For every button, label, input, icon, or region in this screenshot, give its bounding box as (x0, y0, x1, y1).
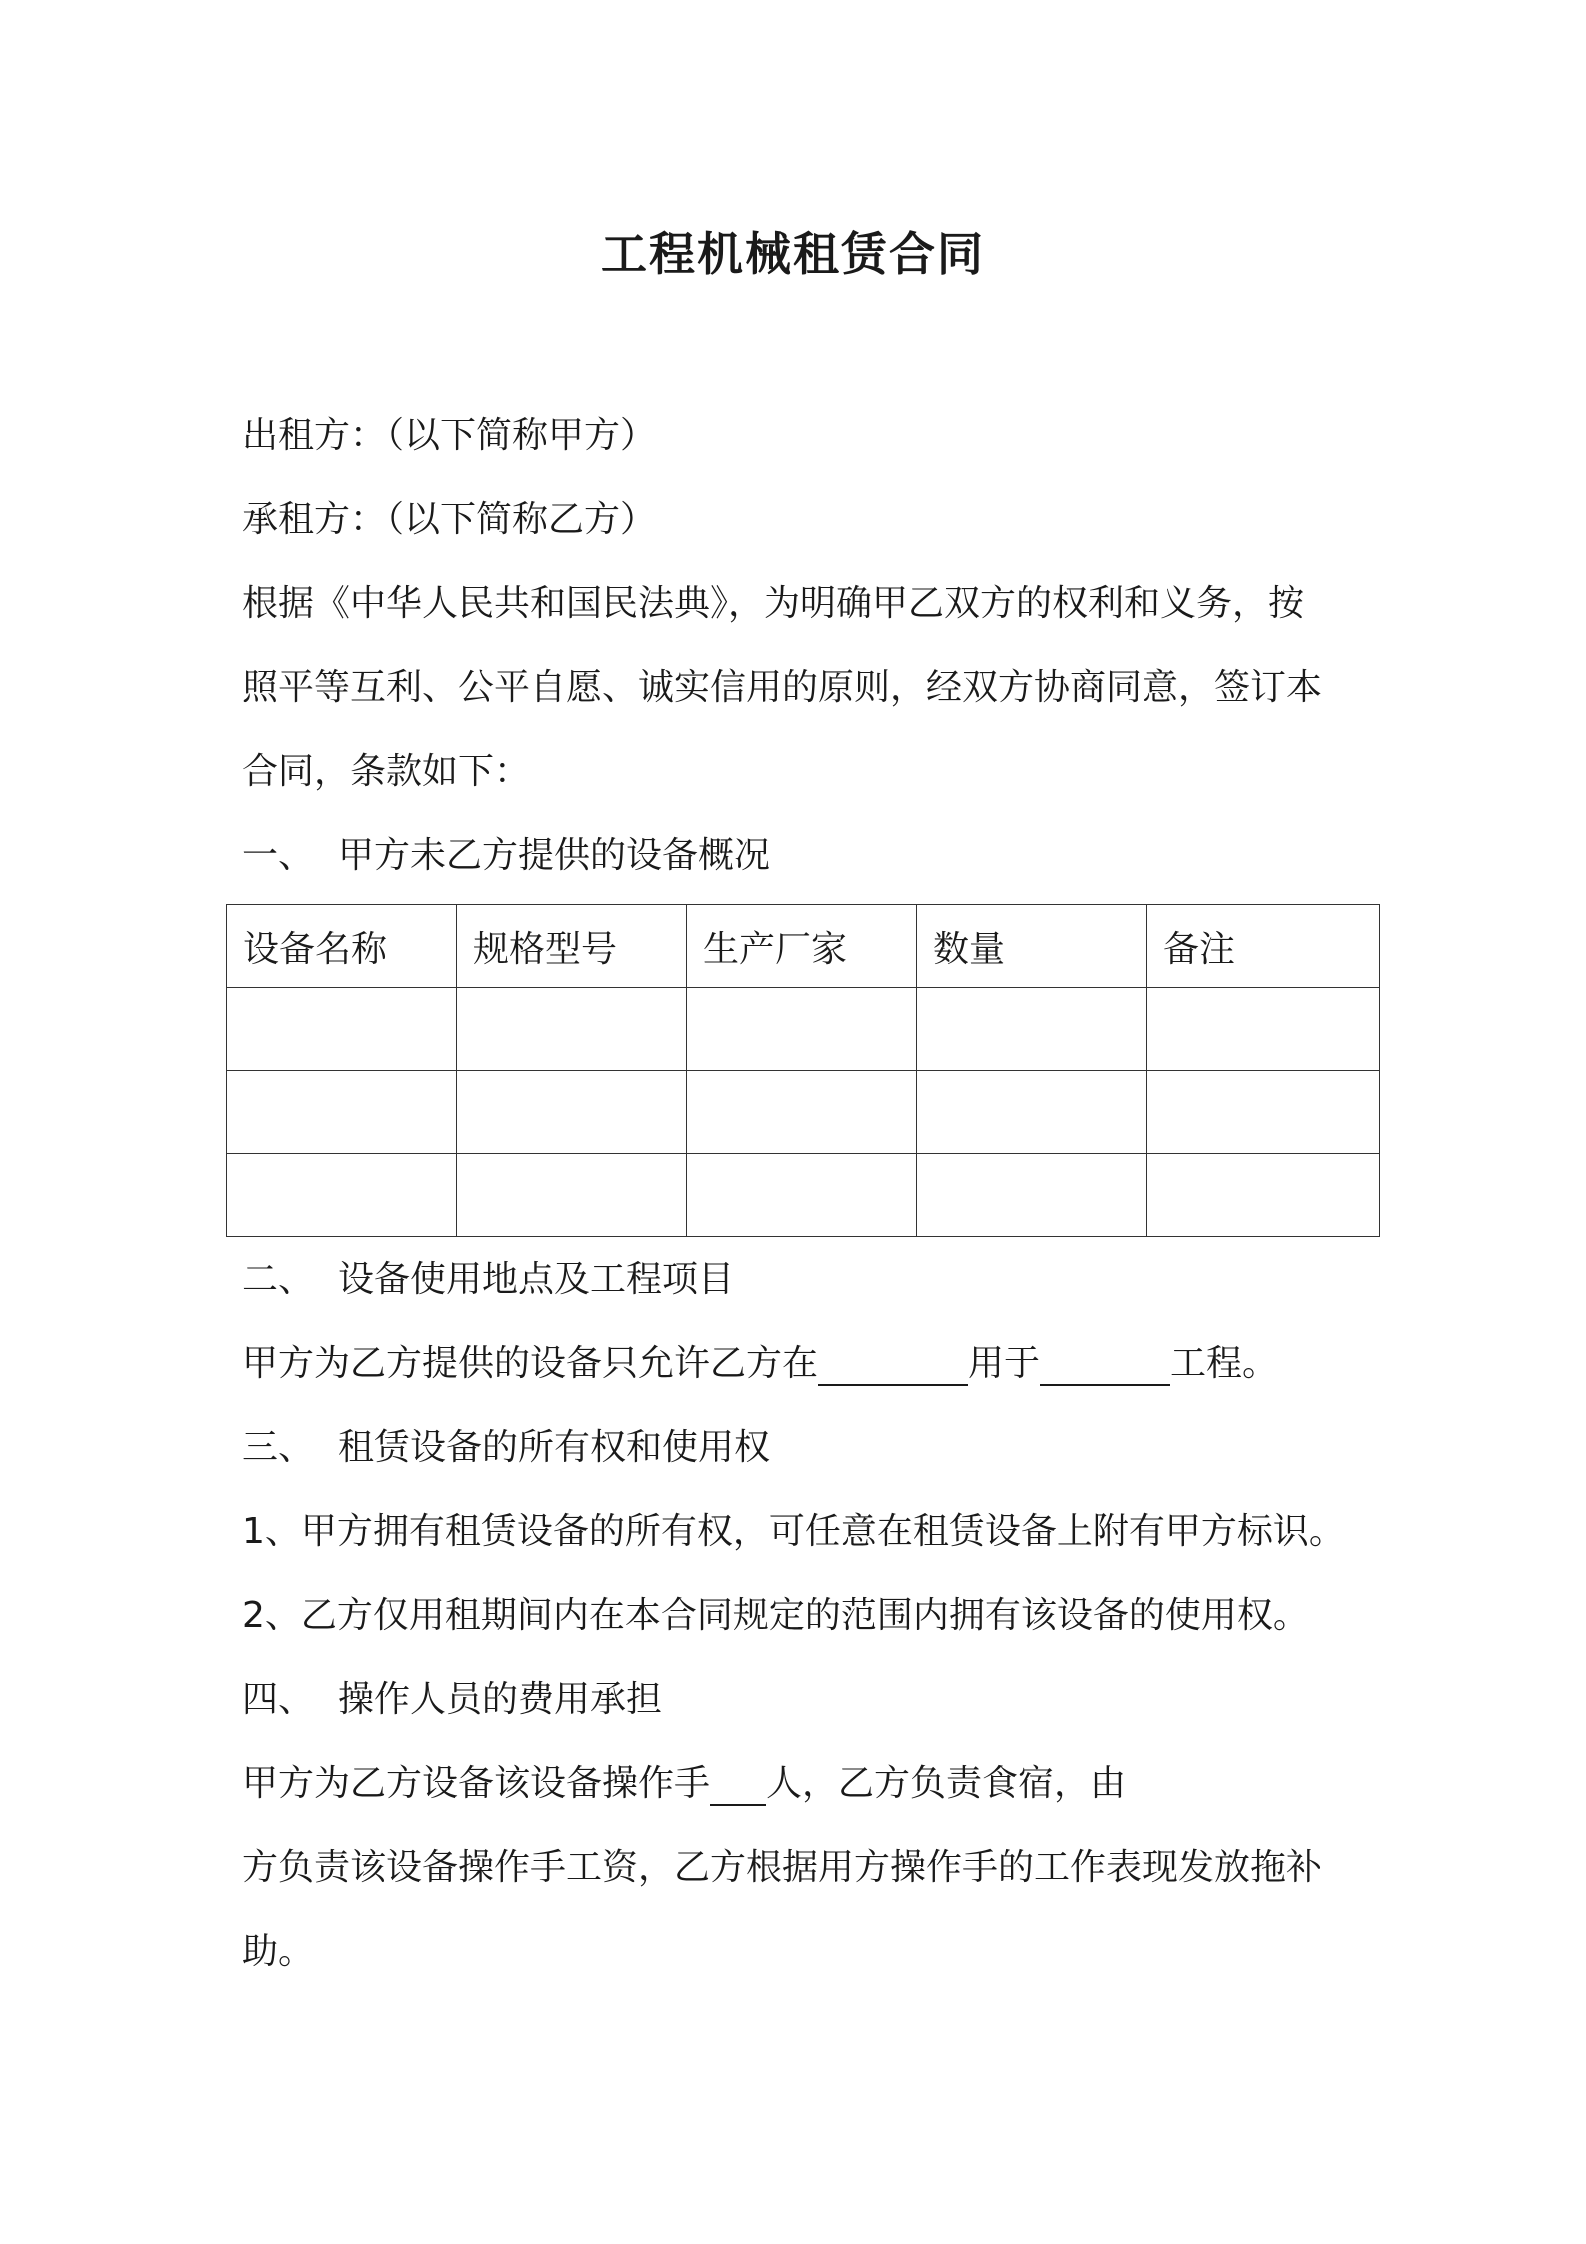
table-cell (227, 1154, 457, 1237)
project-blank[interactable] (1040, 1344, 1170, 1386)
ownership-clause-1: 1、甲方拥有租赁设备的所有权，可任意在租赁设备上附有甲方标识。 (242, 1511, 1345, 1552)
usage-text-b: 用于 (968, 1343, 1041, 1384)
lessee-line: 承租方：（以下简称乙方） (242, 499, 657, 540)
lessor-line: 出租方：（以下简称甲方） (242, 415, 657, 456)
table-row (227, 988, 1380, 1071)
table-cell (227, 1071, 457, 1154)
section-number: 三、 (242, 1427, 315, 1468)
equipment-table (226, 904, 1380, 1237)
preamble-line-1: 根据《中华人民共和国民法典》，为明确甲乙双方的权利和义务，按 (242, 583, 1305, 624)
section-title: 操作人员的费用承担 (338, 1679, 663, 1720)
table-cell (917, 988, 1147, 1071)
column-header: 生产厂家 (687, 905, 917, 988)
column-header: 数量 (917, 905, 1147, 988)
section-heading-1 (242, 834, 770, 878)
table-cell (457, 988, 687, 1071)
table-cell (457, 1071, 687, 1154)
preamble-line-3: 合同，条款如下： (242, 751, 531, 792)
usage-text-c: 工程。 (1170, 1343, 1279, 1384)
usage-location-line (242, 1342, 1278, 1386)
section-heading-2 (242, 1258, 734, 1302)
operator-line-1 (242, 1762, 1126, 1806)
section-number: 四、 (242, 1679, 315, 1720)
section-number: 一、 (242, 835, 315, 876)
document-title: 工程机械租赁合同 (601, 227, 985, 281)
section-number: 二、 (242, 1259, 315, 1300)
preamble-line-2: 照平等互利、公平自愿、诚实信用的原则，经双方协商同意，签订本 (242, 667, 1323, 708)
column-header: 设备名称 (227, 905, 457, 988)
table-row (227, 1154, 1380, 1237)
section-title: 甲方未乙方提供的设备概况 (338, 835, 771, 876)
operator-text-b: 人，乙方负责食宿，由 (766, 1763, 1127, 1804)
ownership-clause-2: 2、乙方仅用租期间内在本合同规定的范围内拥有该设备的使用权。 (242, 1595, 1309, 1636)
table-header-row (227, 905, 1380, 988)
table-cell (687, 988, 917, 1071)
table-cell (227, 988, 457, 1071)
section-heading-4 (242, 1678, 662, 1722)
table-row (227, 1071, 1380, 1154)
operator-text-a: 甲方为乙方设备该设备操作手 (242, 1763, 711, 1804)
section-heading-3 (242, 1426, 770, 1470)
table-cell (457, 1154, 687, 1237)
table-cell (687, 1071, 917, 1154)
usage-text-a: 甲方为乙方提供的设备只允许乙方在 (242, 1343, 819, 1384)
table-cell (1147, 988, 1380, 1071)
operator-count-blank[interactable] (710, 1764, 766, 1806)
table-cell (1147, 1071, 1380, 1154)
operator-line-2: 方负责该设备操作手工资，乙方根据用方操作手的工作表现发放拖补 (242, 1847, 1323, 1888)
column-header: 规格型号 (457, 905, 687, 988)
section-title: 设备使用地点及工程项目 (338, 1259, 735, 1300)
table-cell (687, 1154, 917, 1237)
table-cell (917, 1071, 1147, 1154)
table-cell (1147, 1154, 1380, 1237)
table-cell (917, 1154, 1147, 1237)
location-blank[interactable] (818, 1344, 968, 1386)
section-title: 租赁设备的所有权和使用权 (338, 1427, 771, 1468)
operator-line-3: 助。 (242, 1931, 315, 1972)
column-header: 备注 (1147, 905, 1380, 988)
